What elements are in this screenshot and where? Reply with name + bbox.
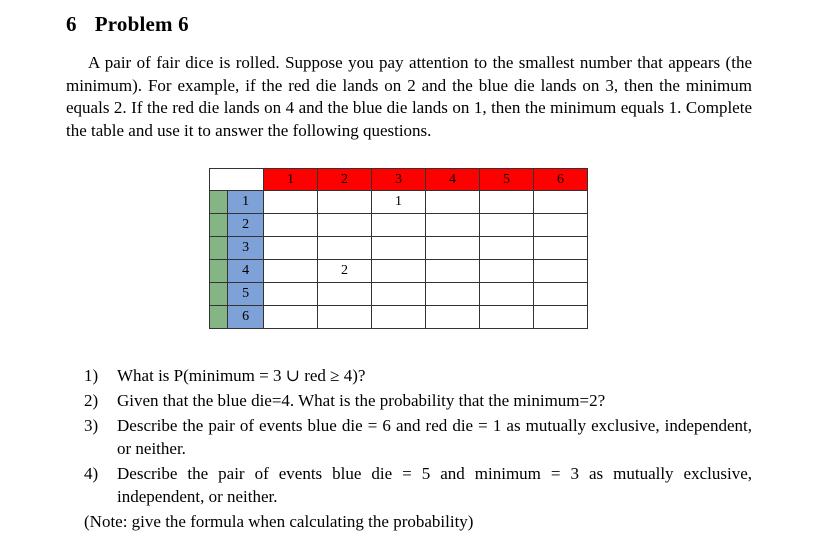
section-heading [66, 12, 189, 37]
blue-die-header: 4 [228, 260, 264, 283]
question-number: 3) [84, 416, 99, 435]
table-cell [264, 214, 318, 237]
table-cell [534, 306, 588, 329]
table-cell [318, 237, 372, 260]
green-spacer-cell [210, 191, 228, 214]
table-cell [480, 306, 534, 329]
question-text: What is P(minimum = 3 ∪ red ≥ 4)? [117, 366, 366, 385]
table-corner-cell [210, 169, 264, 191]
red-die-header: 6 [534, 169, 588, 191]
table-cell [426, 306, 480, 329]
red-die-header: 5 [480, 169, 534, 191]
blue-die-header: 2 [228, 214, 264, 237]
question-item [84, 364, 752, 387]
table-cell [318, 191, 372, 214]
red-die-header: 2 [318, 169, 372, 191]
green-spacer-cell [210, 306, 228, 329]
blue-die-header: 1 [228, 191, 264, 214]
section-number: 6 [66, 12, 77, 36]
table-cell [426, 283, 480, 306]
table-cell [372, 260, 426, 283]
table-cell [480, 191, 534, 214]
table-cell [372, 214, 426, 237]
table-cell [318, 283, 372, 306]
blue-die-header: 3 [228, 237, 264, 260]
table-cell [480, 260, 534, 283]
table-cell [480, 283, 534, 306]
question-item [84, 462, 752, 508]
question-text: Describe the pair of events blue die = 6 and red die = 1 as mutually exclusive, independent, or neither. [117, 416, 752, 458]
green-spacer-cell [210, 260, 228, 283]
table-cell [426, 260, 480, 283]
table-cell [426, 237, 480, 260]
red-die-header: 3 [372, 169, 426, 191]
table-cell [534, 260, 588, 283]
question-text: Describe the pair of events blue die = 5 and minimum = 3 as mutually exclusive, independent, or neither. [117, 464, 752, 506]
section-title: Problem 6 [94, 12, 189, 36]
table-row [210, 237, 588, 260]
question-number: 1) [84, 366, 99, 385]
table-row [210, 214, 588, 237]
question-list [84, 364, 752, 533]
blue-die-header: 5 [228, 283, 264, 306]
question-number: 2) [84, 391, 99, 410]
table-cell [534, 283, 588, 306]
table-cell [264, 191, 318, 214]
table-cell: 2 [318, 260, 372, 283]
green-spacer-cell [210, 283, 228, 306]
question-item [84, 389, 752, 412]
intro-paragraph: A pair of fair dice is rolled. Suppose you pay attention to the smallest number that appears (the minimum). For example, if the red die lands on 2 and the blue die lands on 3, then the minimum equals 2. If the red die lands on 4 and the blue die lands on 1, then the minimum equals 1. Complete the table and use it to answer the following questions. [66, 53, 752, 141]
table-row [210, 306, 588, 329]
table-cell [318, 306, 372, 329]
blue-die-header: 6 [228, 306, 264, 329]
table-cell [534, 214, 588, 237]
table-cell [264, 237, 318, 260]
table-cell [372, 306, 426, 329]
question-item [84, 414, 752, 460]
table-row [210, 191, 588, 214]
table-cell [534, 191, 588, 214]
table-cell [372, 283, 426, 306]
table-cell [264, 260, 318, 283]
table-header-row [210, 169, 588, 191]
table-cell [372, 237, 426, 260]
note-text: (Note: give the formula when calculating the probability) [84, 512, 474, 531]
minimum-table [209, 168, 588, 329]
table-row [210, 283, 588, 306]
table-cell [318, 214, 372, 237]
table-cell [480, 237, 534, 260]
red-die-header: 4 [426, 169, 480, 191]
table-cell: 1 [372, 191, 426, 214]
question-text: Given that the blue die=4. What is the probability that the minimum=2? [117, 391, 606, 410]
table-cell [264, 306, 318, 329]
table-cell [264, 283, 318, 306]
table-cell [426, 214, 480, 237]
table-cell [534, 237, 588, 260]
table-cell [480, 214, 534, 237]
table-row [210, 260, 588, 283]
table-cell [426, 191, 480, 214]
red-die-header: 1 [264, 169, 318, 191]
question-number: 4) [84, 464, 99, 483]
green-spacer-cell [210, 214, 228, 237]
green-spacer-cell [210, 237, 228, 260]
